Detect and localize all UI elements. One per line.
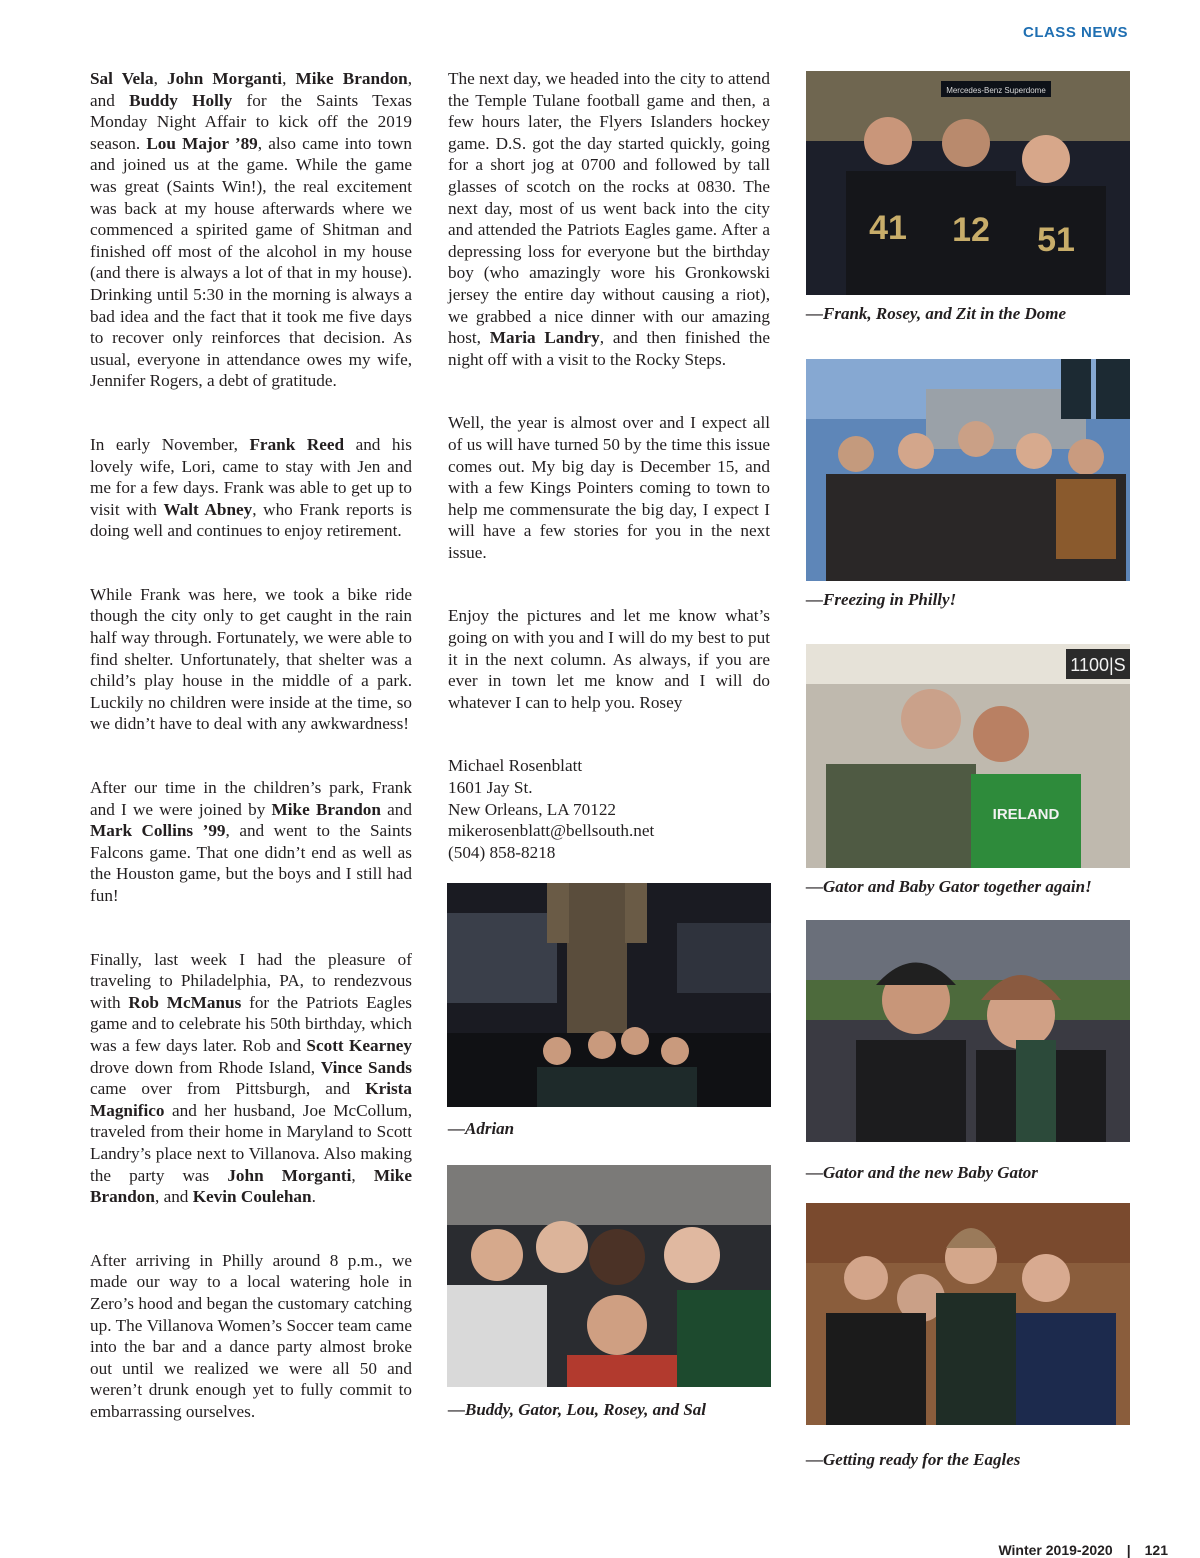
contact-street: 1601 Jay St. — [448, 778, 533, 798]
issue-label: Winter 2019-2020 — [998, 1542, 1113, 1558]
name-highlight: Mike Brandon — [271, 799, 381, 819]
name-highlight: Vince Sands — [320, 1057, 412, 1077]
paragraph: After our time in the children’s park, Frank and I we were joined by Mike Brandon and Mark Collins ’99, and went to the Saints Falcons game. That one didn’t end as well as the Houston game, but the boys and I still had fun! — [90, 778, 412, 905]
paragraph: While Frank was here, we took a bike ride though the city only to get caught in the rain half way through. Fortunately, we were able to find shelter. Unfortunately, that shelter was a child’s play house in the middle of a park. Luckily no children were inside at the time, so we didn’t have to deal with any awkwardness! — [90, 584, 412, 734]
name-highlight: Kevin Coulehan — [192, 1187, 312, 1207]
caption-new-gator: —Gator and the new Baby Gator — [806, 1163, 1038, 1182]
name-highlight: Buddy Holly — [129, 90, 233, 110]
paragraph: The next day, we headed into the city to attend the Temple Tulane football game and then, a few hours later, the Flyers Islanders hockey game. D.S. got the day started quickly, going for a short jog at 0700 and followed by tall glasses of scotch on the rocks at 0830. The next day, most of us went back into the city and attended the Patriots Eagles game. After a depressing loss for everyone but the birthday boy (who amazingly wore his Gronkowski jersey the entire day without causing a riot), we grabbed a nice dinner with our amazing host, Maria Landry, and then finished the night off with a visit to the Rocky Steps. — [448, 69, 771, 369]
contact-email[interactable]: mikerosenblatt@bellsouth.net — [448, 821, 655, 841]
name-highlight: Mike Brandon — [295, 69, 408, 88]
caption-frank: —Frank, Rosey, and Zit in the Dome — [806, 304, 1067, 323]
caption-gator: —Gator and Baby Gator together again! — [806, 877, 1092, 896]
name-highlight: Rob McManus — [128, 992, 242, 1012]
name-highlight: Scott Kearney — [306, 1035, 412, 1055]
page-number: 121 — [1144, 1542, 1168, 1558]
name-highlight: Walt Abney — [163, 499, 253, 519]
jersey-number: 51 — [1037, 221, 1075, 259]
superdome-sign: Mercedes-Benz Superdome — [946, 86, 1046, 95]
photo-freezing-philly — [806, 359, 1130, 581]
paragraph: After arriving in Philly around 8 p.m., we made our way to a local watering hole in Zero’s hood and began the customary catching up. The Villanova Women’s Soccer team came into the bar and a dance party almost broke out until we realized we were all 50 and weren’t drunk enough yet to fully commit to embarrassing ourselves. — [90, 1250, 412, 1421]
caption-freezing: —Freezing in Philly! — [806, 590, 957, 609]
photo-eagles-ready — [806, 1203, 1130, 1425]
caption-eagles: —Getting ready for the Eagles — [806, 1450, 1021, 1469]
name-highlight: Frank Reed — [249, 434, 345, 454]
jersey-number: 41 — [869, 209, 907, 247]
photo-gator-reunion — [806, 644, 1130, 868]
paragraph: Enjoy the pictures and let me know what’s going on with you and I will do my best to put it in the next column. As always, if you are ever in town let me know and I will do whatever I can to help you. Rosey — [448, 606, 770, 712]
caption-buddy: —Buddy, Gator, Lou, Rosey, and Sal — [448, 1400, 707, 1419]
contact-city: New Orleans, LA 70122 — [448, 799, 617, 819]
shirt-text: IRELAND — [992, 806, 1060, 823]
footer-separator: | — [1126, 1542, 1131, 1558]
contact-name: Michael Rosenblatt — [448, 756, 583, 776]
name-highlight: Mark Collins ’99 — [90, 821, 226, 841]
name-highlight: John Morganti — [227, 1165, 352, 1185]
caption-adrian: —Adrian — [448, 1119, 515, 1138]
name-highlight: Mike Brandon — [90, 1165, 412, 1207]
section-label: CLASS NEWS — [1022, 24, 1128, 41]
name-highlight: Krista Magnifico — [90, 1079, 412, 1120]
middle-column — [448, 68, 770, 863]
bar-sign: 1100|S — [1070, 655, 1126, 675]
page-footer — [998, 1542, 1168, 1558]
photo-superdome — [806, 71, 1130, 295]
jersey-number: 12 — [952, 211, 990, 249]
name-highlight: John Morganti — [166, 69, 283, 88]
name-highlight: Lou Major ’89 — [146, 133, 258, 153]
photo-new-baby-gator — [806, 920, 1130, 1142]
paragraph: Sal Vela, John Morganti, Mike Brandon, and Buddy Holly for the Saints Texas Monday Night Affair to kick off the 2019 season. Lou Major ’89, also came into town and joined us at the game. While the game was great (Saints Win!), the real excitement was back at my house afterwards where we commenced a spirited game of Shitman and finished off most of the alcohol in my house (and there is always a lot of that in my house). Drinking until 5:30 in the morning is always a bad idea and the fact that it took me five days to recover only reinforces that decision. As usual, everyone in attendance owes my wife, Jennifer Rogers, a debt of gratitude. — [90, 69, 413, 391]
name-highlight: Sal Vela — [90, 69, 154, 88]
photo-rocky-statue — [447, 883, 771, 1107]
paragraph: Well, the year is almost over and I expect all of us will have turned 50 by the time this issue comes out. My big day is December 15, and with a few Kings Pointers coming to town to help me commensurate the big day, I expect I will have a few stories for you in the next issue. — [448, 413, 770, 562]
paragraph: In early November, Frank Reed and his lovely wife, Lori, came to stay with Jen and me for a few days. Frank was able to get up to visit with Walt Abney, who Frank reports is doing well and continues to enjoy retirement. — [90, 434, 412, 541]
photo-group-stadium — [447, 1165, 771, 1387]
paragraph: Finally, last week I had the pleasure of traveling to Philadelphia, PA, to rendezvous with Rob McManus for the Patriots Eagles game and to celebrate his 50th birthday, which was a few days later. Rob and Scott Kearney drove down from Rhode Island, Vince Sands came over from Pittsburgh, and Krista Magnifico and her husband, Joe McCollum, traveled from their home in Maryland to Scott Landry’s place next to Villanova. Also making the party was John Morganti, Mike Brandon, and Kevin Coulehan. — [90, 949, 412, 1207]
name-highlight: Maria Landry — [489, 328, 600, 348]
contact-address — [448, 755, 770, 863]
left-column — [90, 68, 412, 1464]
contact-phone: (504) 858-8218 — [448, 842, 556, 862]
